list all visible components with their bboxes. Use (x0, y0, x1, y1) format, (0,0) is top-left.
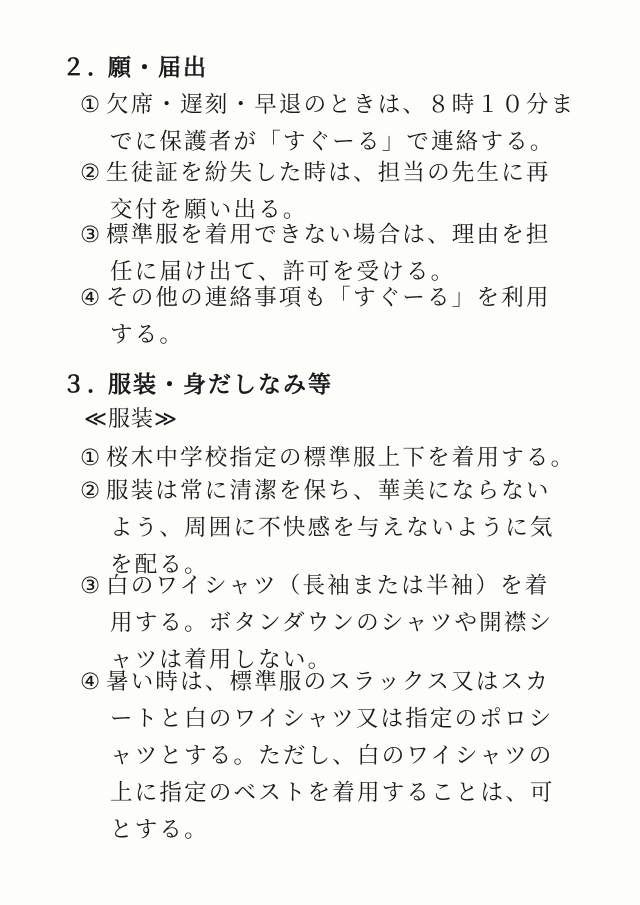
item-line: 暑い時は、標準服のスラックス又はスカ (106, 669, 550, 695)
item-line: 交付を願い出る。 (110, 197, 308, 223)
item-line: 任に届け出て、許可を受ける。 (110, 259, 456, 285)
section-2-title: 願・届出 (108, 55, 208, 81)
section-3-item-3 (80, 568, 600, 679)
item-line: 標準服を着用できない場合は、理由を担 (106, 222, 551, 248)
item-line: ートと白のワイシャツ又は指定のポロシ (110, 706, 554, 732)
item-line: とする。 (110, 817, 209, 843)
item-marker: ② (80, 478, 103, 504)
item-line: ャツとする。ただし、白のワイシャツの (110, 743, 554, 769)
item-line: でに保護者が「すぐーる」で連絡する。 (110, 129, 555, 155)
section-3-heading (62, 370, 333, 400)
item-line: よう、周囲に不快感を与えないように気 (110, 515, 555, 541)
section-2-number: ２． (62, 55, 112, 81)
section-2-item-4 (80, 280, 600, 354)
item-line: その他の連絡事項も「すぐーる」を利用 (106, 285, 551, 311)
item-marker: ① (80, 445, 103, 471)
item-line: 上に指定のベストを着用することは、可 (110, 780, 555, 806)
item-line: 白のワイシャツ（長袖または半袖）を着 (106, 573, 550, 599)
item-marker: ④ (80, 285, 103, 311)
item-line: を配る。 (110, 552, 209, 578)
section-3-item-1 (80, 440, 600, 477)
item-line: 生徒証を紛失した時は、担当の先生に再 (106, 160, 551, 186)
section-3-title: 服装・身だしなみ等 (108, 372, 333, 398)
item-marker: ③ (80, 573, 103, 599)
section-3-item-4 (80, 664, 600, 849)
item-marker: ① (80, 92, 103, 118)
item-marker: ④ (80, 669, 103, 695)
item-marker: ③ (80, 222, 103, 248)
section-2-item-1 (80, 87, 600, 161)
section-2-heading (62, 53, 208, 83)
section-3-number: ３． (62, 372, 112, 398)
item-line: 桜木中学校指定の標準服上下を着用する。 (106, 445, 576, 471)
item-line: 服装は常に清潔を保ち、華美にならない (106, 478, 551, 504)
item-line: 用する。ボタンダウンのシャツや開襟シ (110, 610, 554, 636)
item-marker: ② (80, 160, 103, 186)
section-3-subheading: ≪服装≫ (84, 407, 179, 432)
item-line: する。 (110, 322, 185, 348)
item-line: ャツは着用しない。 (110, 647, 333, 673)
item-line: 欠席・遅刻・早退のときは、８時１０分ま (106, 92, 576, 118)
